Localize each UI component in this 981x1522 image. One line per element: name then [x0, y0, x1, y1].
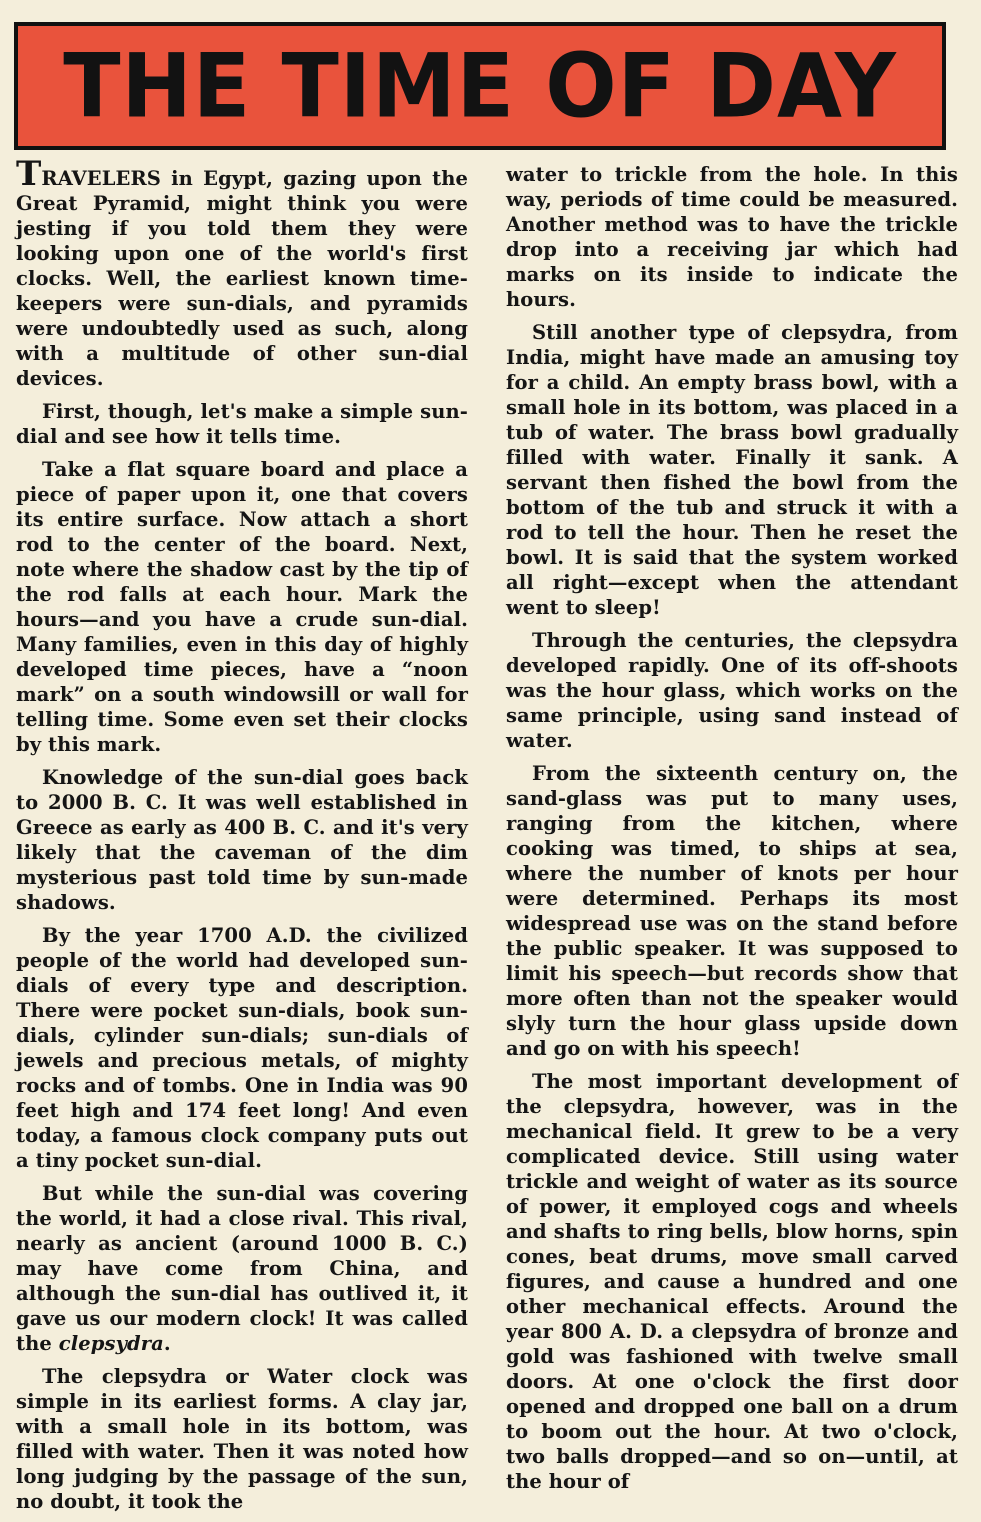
paragraph: The most important development of the clepsydra, however, was in the mechanical field. It grew to be a very complicated device. Still using water trickle and weight of water as its source of power, it employed cogs and wheels and shafts to ring bells, blow horns, spin cones, beat drums, move small carved figures, and cause a hundred and one other mechanical effects. Around the year 800 A. D. a clepsydra of bronze and gold was fashioned with twelve small doors. At one o'clock the first door opened and dropped one ball on a drum to boom out the hour. At two o'clock, two balls dropped—and so on—until, at the hour of: [506, 1070, 958, 1493]
paragraph: water to trickle from the hole. In this way, periods of time could be measured. Another method was to have the trickle drop into a receiving jar which had marks on its inside to indicate the hours.: [506, 163, 958, 311]
paragraph: The clepsydra or Water clock was simple in its earliest forms. A clay jar, with a small hole in its bottom, was filled with water. Then it was noted how long judging by the passage of the sun, no doubt, it took the: [16, 1365, 468, 1513]
left-column: [16, 154, 468, 1522]
paragraph: By the year 1700 A.D. the civilized people of the world had developed sun-dials of every type and description. There were pocket sun-dials, book sun-dials, cylinder sun-dials; sun-dials of jewels and precious metals, of mighty rocks and of tombs. One in India was 90 feet high and 174 feet long! And even today, a famous clock company puts out a tiny pocket sun-dial.: [16, 924, 468, 1172]
paragraph: [16, 1181, 468, 1356]
paragraph: Take a flat square board and place a piece of paper upon it, one that covers its entire surface. Now attach a short rod to the center of the board. Next, note where the shadow cast by the tip of the rod falls at each hour. Mark the hours—and you have a crude sun-dial. Many families, even in this day of highly developed time pieces, have a “noon mark” on a south windowsill or wall for telling time. Some even set their clocks by this mark.: [16, 458, 468, 756]
paragraph-text: But while the sun-dial was covering the world, it had a close rival. This rival, nearly as ancient (around 1000 B. C.) may have come from China, and although the sun-dial has outlived it, it gave us our modern clock! It was called the: [16, 1182, 468, 1355]
paragraph: Knowledge of the sun-dial goes back to 2000 B. C. It was well established in Greece as early as 400 B. C. and it's very likely that the caveman of the dim mysterious past told time by sun-made shadows.: [16, 766, 468, 914]
title-banner: [14, 22, 946, 150]
paragraph: First, though, let's make a simple sun-dial and see how it tells time.: [16, 400, 468, 448]
paragraph-text: .: [163, 1332, 171, 1355]
right-column: [506, 162, 958, 1502]
paragraph: [16, 154, 468, 391]
paragraph: Through the centuries, the clepsydra developed rapidly. One of its off-shoots was the hour glass, which works on the same principle, using sand instead of water.: [506, 629, 958, 752]
page-title: THE TIME OF DAY: [63, 34, 897, 138]
paragraph: From the sixteenth century on, the sand-glass was put to many uses, ranging from the kitchen, where cooking was timed, to ships at sea, where the number of knots per hour were determined. Perhaps its most widespread use was on the stand before the public speaker. It was supposed to limit his speech—but records show that more often than not the speaker would slyly turn the hour glass upside down and go on with his speech!: [506, 762, 958, 1060]
emphasized-term: clepsydra: [58, 1332, 164, 1355]
drop-cap: T: [16, 154, 42, 194]
paragraph-text: RAVELERS in Egypt, gazing upon the Great Pyramid, might think you were jesting if you told them they were looking upon one of the world's first clocks. Well, the earliest known time-keepers were sun-dials, and pyramids were undoubtedly used as such, along with a multitude of other sun-dial devices.: [16, 167, 468, 390]
paragraph: Still another type of clepsydra, from India, might have made an amusing toy for a child. An empty brass bowl, with a small hole in its bottom, was placed in a tub of water. The brass bowl gradually filled with water. Finally it sank. A servant then fished the bowl from the bottom of the tub and struck it with a rod to tell the hour. Then he reset the bowl. It is said that the system worked all right—except when the attendant went to sleep!: [506, 321, 958, 619]
